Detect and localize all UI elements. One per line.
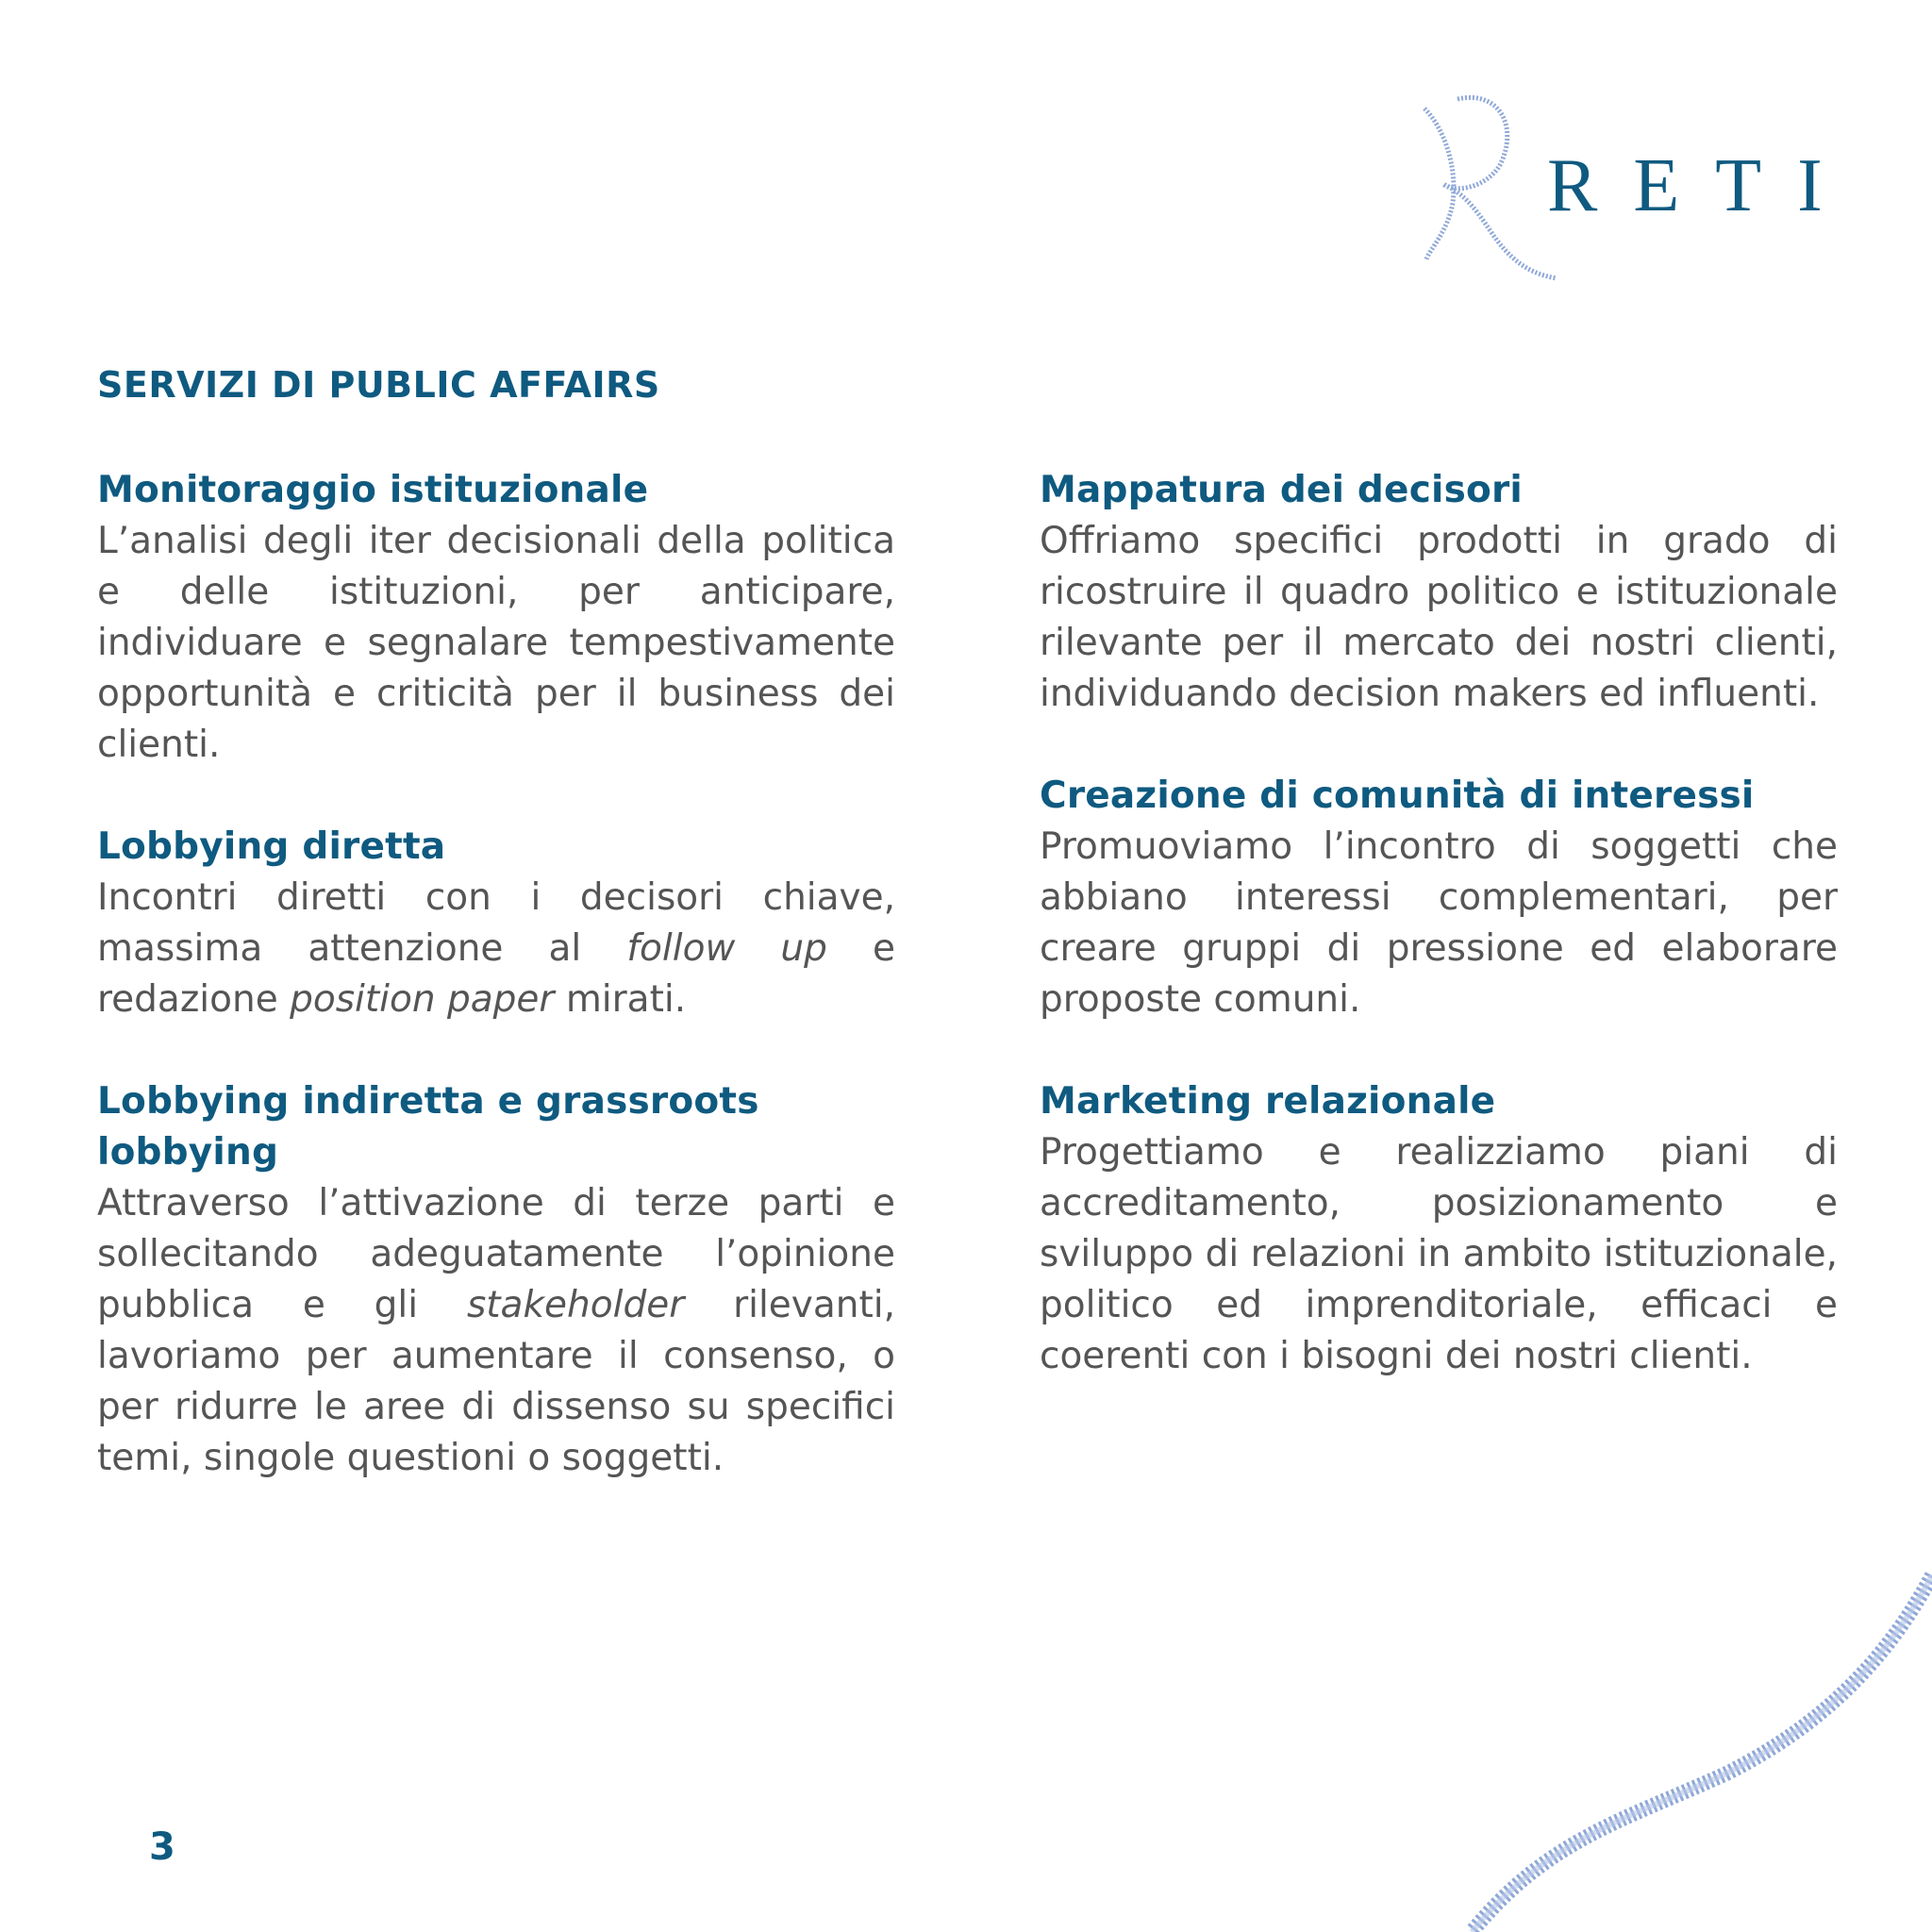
service-title: Lobbying diretta xyxy=(97,825,446,868)
service-title: Monitoraggio istituzionale xyxy=(97,469,649,511)
service-description: Offriamo specifici prodotti in grado di ricostruire il quadro politico e istituzionale rilevante per il mercato dei nostri clienti, individuando decision makers ed influenti. xyxy=(1040,520,1838,715)
service-title: Lobbying indiretta e grassroots lobbying xyxy=(97,1080,759,1174)
reti-logo xyxy=(1406,90,1858,288)
service-block xyxy=(97,465,895,771)
service-block xyxy=(1040,1076,1838,1382)
page-number: 3 xyxy=(149,1825,175,1869)
service-description: Attraverso l’attivazione di terze parti e sollecitando adeguatamente l’opinione pubblica e gli stakeholder rilevanti, lavoriamo per aumentare il consenso, o per ridurre le aree di dissenso su specifici temi, singole questioni o soggetti. xyxy=(97,1182,895,1479)
service-block xyxy=(97,1076,895,1484)
logo-wordmark: RETI xyxy=(1547,144,1858,227)
service-description: Promuoviamo l’incontro di soggetti che abbiano interessi complementari, per creare gruppi di pressione ed elaborare proposte comuni. xyxy=(1040,825,1838,1021)
section-title: SERVIZI DI PUBLIC AFFAIRS xyxy=(97,364,660,406)
logo-r-mark xyxy=(1406,90,1566,288)
left-column xyxy=(97,465,895,1484)
service-block xyxy=(97,822,895,1025)
service-description: Progettiamo e realizziamo piani di accreditamento, posizionamento e sviluppo di relazioni in ambito istituzionale, politico ed imprenditoriale, efficaci e coerenti con i bisogni dei nostri clienti. xyxy=(1040,1131,1838,1377)
service-description: Incontri diretti con i decisori chiave, massima attenzione al follow up e redazione position paper mirati. xyxy=(97,876,895,1021)
service-block xyxy=(1040,465,1838,720)
service-title: Marketing relazionale xyxy=(1040,1080,1496,1123)
service-title: Creazione di comunità di interessi xyxy=(1040,774,1755,817)
right-column xyxy=(1040,465,1838,1382)
service-block xyxy=(1040,771,1838,1025)
service-description: L’analisi degli iter decisionali della politica e delle istituzioni, per anticipare, individuare e segnalare tempestivamente opportunità e criticità per il business dei clienti. xyxy=(97,520,895,766)
service-title: Mappatura dei decisori xyxy=(1040,469,1523,511)
